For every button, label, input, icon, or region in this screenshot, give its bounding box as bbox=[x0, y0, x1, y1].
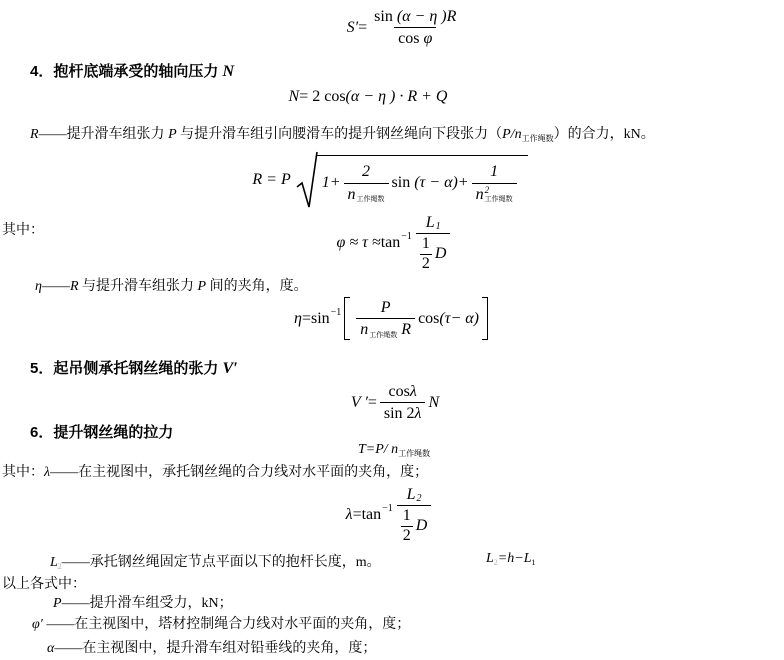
formula-phi-row bbox=[337, 212, 454, 274]
cos-function: cos bbox=[388, 383, 410, 400]
p-def-text: ——提升滑车组受力，kN； bbox=[61, 596, 233, 611]
qizhong-label-1: 其中： bbox=[2, 223, 44, 238]
l2-definition-line bbox=[50, 551, 381, 571]
radical bbox=[296, 151, 528, 209]
denominator bbox=[472, 183, 517, 205]
radicand bbox=[317, 155, 528, 209]
heading4-label: 4．抱杆底端承受的轴向压力 bbox=[30, 63, 223, 80]
phi-prime-var: φ′ bbox=[32, 617, 47, 632]
t-main: T=P/ n bbox=[358, 442, 399, 457]
equals-sign: = bbox=[358, 18, 368, 36]
phi-def-text: ——在主视图中，塔材控制绳合力线对水平面的夹角，度； bbox=[46, 617, 411, 632]
heading4-variable: N bbox=[222, 63, 235, 80]
tan-function: tan bbox=[361, 505, 382, 523]
dash: —— bbox=[41, 279, 70, 294]
s-prime-lhs: S′ bbox=[346, 18, 359, 36]
formula-eta bbox=[0, 297, 784, 340]
half-numerator: 1 bbox=[402, 507, 411, 525]
radicand-term1: 1+ bbox=[321, 174, 341, 191]
R-var: R bbox=[69, 279, 79, 294]
numerator-vars: (α − η )R bbox=[396, 8, 457, 25]
section-heading-6 bbox=[30, 421, 173, 442]
D-var: D bbox=[415, 517, 428, 535]
equals-sign: = bbox=[367, 393, 377, 411]
formula-r bbox=[0, 151, 784, 209]
subscript-2: 2 bbox=[493, 558, 498, 567]
formula-lambda bbox=[0, 484, 784, 546]
numerator bbox=[370, 6, 460, 27]
formula-lambda-row bbox=[346, 484, 435, 546]
fraction bbox=[416, 212, 451, 274]
sin-function: sin 2 bbox=[383, 405, 415, 423]
D-var: D bbox=[434, 245, 447, 263]
numerator bbox=[385, 381, 421, 402]
formula-v bbox=[0, 381, 784, 424]
n-var: N bbox=[288, 88, 300, 105]
working-rope-subscript: 工作绳数 bbox=[369, 330, 398, 339]
exponent-2: 2 bbox=[484, 185, 490, 196]
formula-v-row bbox=[351, 381, 439, 424]
heading5-label: 5．起吊侧承托钢丝绳的张力 bbox=[30, 360, 223, 377]
equals-sign: = bbox=[301, 309, 311, 327]
alpha-def-text: ——在主视图中，提升滑车组对铅垂线的夹角，度； bbox=[54, 641, 377, 656]
working-rope-subscript: 工作绳数 bbox=[521, 134, 554, 143]
formula-n bbox=[0, 88, 784, 106]
subscript-2: 2 bbox=[416, 492, 422, 504]
sup-sub-stack bbox=[485, 186, 513, 204]
sin-function: sin bbox=[391, 174, 411, 191]
eta-def-text2: 间的夹角，度。 bbox=[206, 279, 308, 294]
L-var: L bbox=[50, 555, 58, 570]
lambda-var: λ bbox=[414, 405, 422, 423]
equals-sign: = bbox=[352, 505, 362, 523]
denominator-var: φ bbox=[423, 30, 433, 48]
closing-line: 以上各式中： bbox=[2, 577, 86, 592]
equation-body: =h−L bbox=[497, 551, 532, 566]
half-denominator: 2 bbox=[421, 254, 430, 272]
p-over-n-var: P/n bbox=[502, 127, 522, 142]
radical-sign-icon bbox=[296, 151, 318, 209]
section-heading-5 bbox=[30, 357, 238, 378]
lambda-definition-line bbox=[2, 461, 428, 481]
r-def-text1: ——提升滑车组张力 bbox=[38, 127, 169, 142]
n-var: n bbox=[475, 185, 484, 203]
qizhong-label-2: 其中： bbox=[2, 465, 44, 480]
denominator bbox=[394, 27, 436, 49]
heading5-variable: V′ bbox=[222, 360, 238, 377]
lambda-var: λ bbox=[44, 465, 51, 480]
tan-function: tan bbox=[380, 233, 401, 251]
r-definition-line bbox=[30, 123, 655, 144]
r-var: R bbox=[30, 127, 39, 142]
working-rope-subscript: 工作绳数 bbox=[398, 449, 431, 458]
N-var: N bbox=[428, 393, 440, 411]
working-rope-subscript: 工作绳数 bbox=[484, 195, 513, 204]
r-def-text3: ）的合力，kN。 bbox=[553, 127, 655, 142]
r-def-text2: 与提升滑车组引向腰滑车的提升钢丝绳向下段张力（ bbox=[176, 127, 503, 142]
eta-var: η bbox=[294, 309, 302, 327]
fraction bbox=[356, 297, 415, 340]
P-var: P bbox=[53, 596, 62, 611]
p-definition-line bbox=[53, 592, 233, 612]
l2-def-text: ——承托钢丝绳固定节点平面以下的抱杆长度，m。 bbox=[61, 555, 381, 570]
half-denominator: 2 bbox=[402, 526, 411, 544]
inverse-exponent: −1 bbox=[330, 307, 342, 319]
eta-definition-line bbox=[35, 275, 308, 295]
lambda-def-text: ——在主视图中，承托钢丝绳的合力线对水平面的夹角，度； bbox=[50, 465, 429, 480]
subscript-1: 1 bbox=[531, 558, 536, 567]
l2-equation bbox=[486, 551, 535, 567]
r-lhs: R = P bbox=[252, 171, 291, 188]
formula-s-prime bbox=[0, 6, 784, 49]
fraction bbox=[380, 381, 426, 424]
formula-t bbox=[358, 442, 430, 459]
numerator: 2 bbox=[362, 163, 371, 181]
P-var: P bbox=[197, 279, 207, 294]
working-rope-subscript: 工作绳数 bbox=[356, 194, 385, 203]
radicand-term2: (τ − α)+ bbox=[414, 174, 469, 191]
numerator bbox=[403, 484, 426, 505]
alpha-var: α bbox=[47, 641, 55, 656]
section-heading-4 bbox=[30, 60, 234, 81]
phi-definition-line bbox=[32, 613, 410, 633]
n-var: n bbox=[360, 321, 369, 339]
fraction-2 bbox=[472, 161, 517, 204]
denominator bbox=[356, 318, 415, 340]
subscript-1: 1 bbox=[435, 220, 441, 232]
one-half-fraction bbox=[420, 235, 432, 273]
R-var: R bbox=[401, 321, 412, 339]
eta-var: η bbox=[35, 279, 42, 294]
denominator bbox=[397, 505, 432, 546]
subscript-2: 2 bbox=[57, 562, 62, 571]
n-middle: = 2 cos bbox=[299, 88, 346, 105]
half-numerator: 1 bbox=[421, 235, 430, 253]
inverse-exponent: −1 bbox=[382, 503, 393, 515]
right-bracket bbox=[482, 297, 488, 340]
n-rest: (α − η ) · R + Q bbox=[345, 88, 448, 105]
lambda-var: λ bbox=[409, 383, 417, 400]
cos-argument: (τ− α) bbox=[439, 309, 479, 327]
cos-function: cos bbox=[398, 30, 420, 48]
formula-r-row bbox=[252, 151, 527, 209]
sin-function: sin bbox=[374, 8, 393, 25]
lambda-var: λ bbox=[345, 505, 353, 523]
formula-phi bbox=[0, 212, 784, 274]
formula-eta-row bbox=[294, 297, 490, 340]
denominator bbox=[416, 233, 451, 274]
left-bracket bbox=[344, 297, 350, 340]
denominator bbox=[380, 402, 426, 424]
fraction bbox=[397, 484, 432, 546]
L-var: L bbox=[486, 551, 494, 566]
v-prime-lhs: V ′ bbox=[350, 393, 368, 411]
numerator: 1 bbox=[490, 163, 499, 181]
formula-s-prime-row bbox=[347, 6, 464, 49]
n-var: n bbox=[347, 185, 356, 203]
eta-def-text1: 与提升滑车组张力 bbox=[78, 279, 198, 294]
fraction bbox=[370, 6, 460, 49]
numerator bbox=[422, 212, 445, 233]
L-var: L bbox=[425, 214, 435, 231]
heading6-label: 6．提升钢丝绳的拉力 bbox=[30, 424, 174, 441]
sin-function: sin bbox=[310, 309, 330, 327]
denominator bbox=[344, 183, 389, 205]
L-var: L bbox=[406, 486, 416, 503]
fraction-1 bbox=[344, 161, 389, 204]
inverse-exponent: −1 bbox=[401, 231, 412, 243]
numerator: P bbox=[380, 299, 391, 316]
p-var: P bbox=[168, 127, 177, 142]
formula-n-row bbox=[289, 88, 448, 106]
alpha-definition-line bbox=[47, 637, 376, 657]
one-half-fraction bbox=[401, 507, 413, 545]
cos-function: cos bbox=[418, 309, 440, 327]
phi-lhs: φ ≈ τ ≈ bbox=[336, 233, 381, 251]
